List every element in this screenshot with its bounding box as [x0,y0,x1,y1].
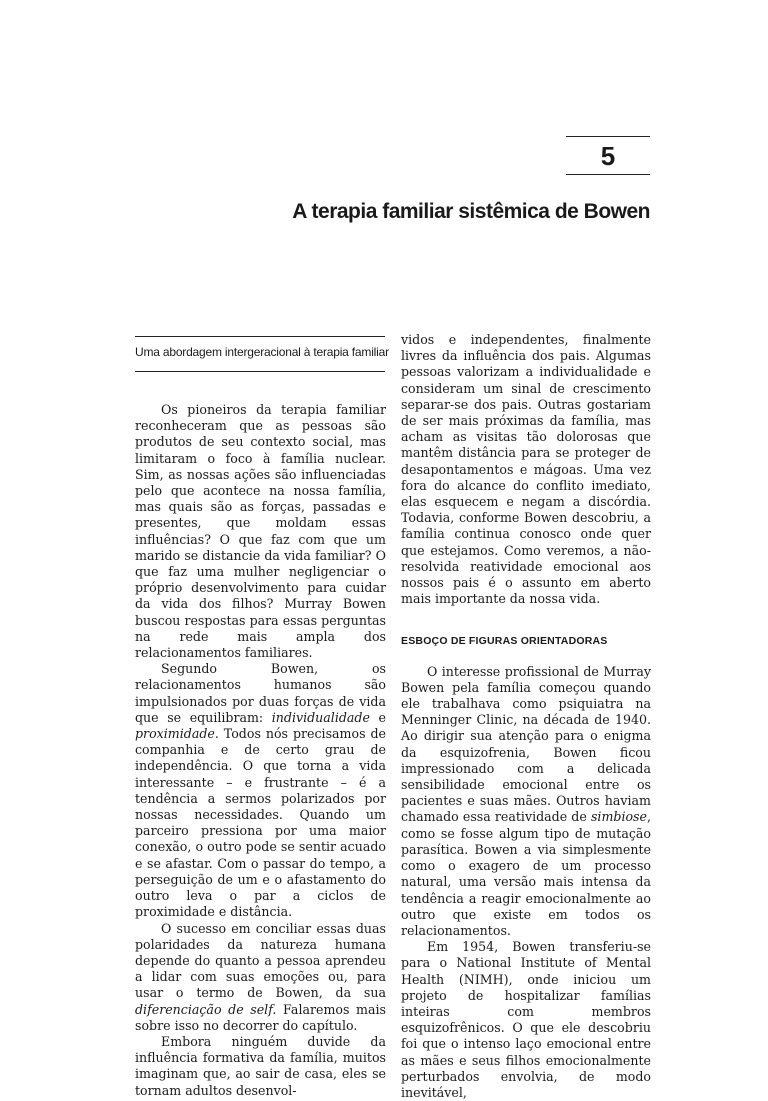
right-column [401,332,651,1101]
section-heading: Uma abordagem intergeracional à terapia familiar [135,345,389,359]
paragraph: Embora ninguém duvide da influência formativa da família, muitos imaginam que, ao sair de casa, eles se tornam adultos desenvol- [135,1033,386,1098]
paragraph: Em 1954, Bowen transferiu-se para o National Institute of Mental Health (NIMH), onde iniciou um projeto de hospitalizar famílias inteiras com membros esquizofrênicos. O que ele descobriu foi que o intenso laço emocional entre as mães e seus filhos emocionalmente perturbados envolvia, de modo inevitável, [401,939,651,1100]
subheading: ESBOÇO DE FIGURAS ORIENTADORAS [401,635,608,648]
emphasis-term: individualidade [271,709,370,725]
paragraph-continued: vidos e independentes, finalmente livres da influência dos pais. Algumas pessoas valorizam a individualidade e consideram um sinal de crescimento separar-se dos pais. Outras gostariam de ser mais próximas da família, mas acham as visitas tão dolorosas que mantêm distância para se proteger de desapontamentos e mágoas. Uma vez fora do alcance do conflito imediato, elas esquecem e negam a discórdia. Todavia, conforme Bowen descobriu, a família continua conosco onde quer que estejamos. Como veremos, a não-resolvida reatividade emocional aos nossos pais é o assunto em aberto mais importante da nossa vida. [401,332,651,607]
paragraph: Os pioneiros da terapia familiar reconheceram que as pessoas são produtos de seu contexto social, mas limitaram o foco à família nuclear. Sim, as nossas ações são influenciadas pelo que acontece na nossa família, mas quais são as forças, passadas e presentes, que moldam essas influências? O que faz com que um marido se distancie da vida familiar? O que faz uma mulher negligenciar o próprio desenvolvimento para cuidar da vida dos filhos? Murray Bowen buscou respostas para essas perguntas na rede mais ampla dos relacionamentos familiares. [135,402,386,661]
text-run: Segundo Bowen, os relacionamentos humanos são impulsionados por duas forças de vida que se equilibram: [135,661,386,725]
text-run: . Todos nós precisamos de companhia e de certo grau de independência. O que torna a vida interessante – e frustrante – é a tendência a sermos polarizados por nossas necessidades. Quando um parceiro pressiona por uma maior conexão, o outro pode se sentir acuado e se afastar. Com o passar do tempo, a perseguição de um e o afastamento do outro leva o par a ciclos de proximidade e distância. [135,726,386,920]
chapter-rule-top [566,136,650,137]
paragraph [135,921,386,1034]
text-run: , como se fosse algum tipo de mutação parasítica. Bowen a via simplesmente como o exagero de um processo natural, uma versão mais intensa da tendência a reagir emocionalmente ao outro que existe em todos os relacionamentos. [401,809,651,938]
text-run: O sucesso em conciliar essas duas polaridades da natureza humana depende do quanto a pessoa aprendeu a lidar com suas emoções ou, para usar o termo de Bowen, da sua [135,920,386,1001]
left-column [135,402,386,1099]
emphasis-term: diferenciação de self. [135,1001,277,1017]
chapter-number: 5 [600,141,616,171]
paragraph [135,661,386,920]
emphasis-term: proximidade [135,726,215,742]
paragraph [401,664,651,939]
section-heading-box [135,336,389,372]
text-run: O interesse profissional de Murray Bowen pela família começou quando ele trabalhava como psiquiatra na Menninger Clinic, na década de 1940. Ao dirigir sua atenção para o enigma da esquizofrenia, Bowen ficou impressionado com a delicada sensibilidade emocional entre os pacientes e suas mães. Outros haviam chamado essa reatividade de [401,663,651,825]
emphasis-term: simbiose [590,809,647,825]
text-run: e [369,709,386,725]
chapter-rule-bottom [566,174,650,175]
text-run: Falaremos mais sobre isso no decorrer do capítulo. [135,1001,386,1033]
chapter-title: A terapia familiar sistêmica de Bowen [292,200,650,223]
